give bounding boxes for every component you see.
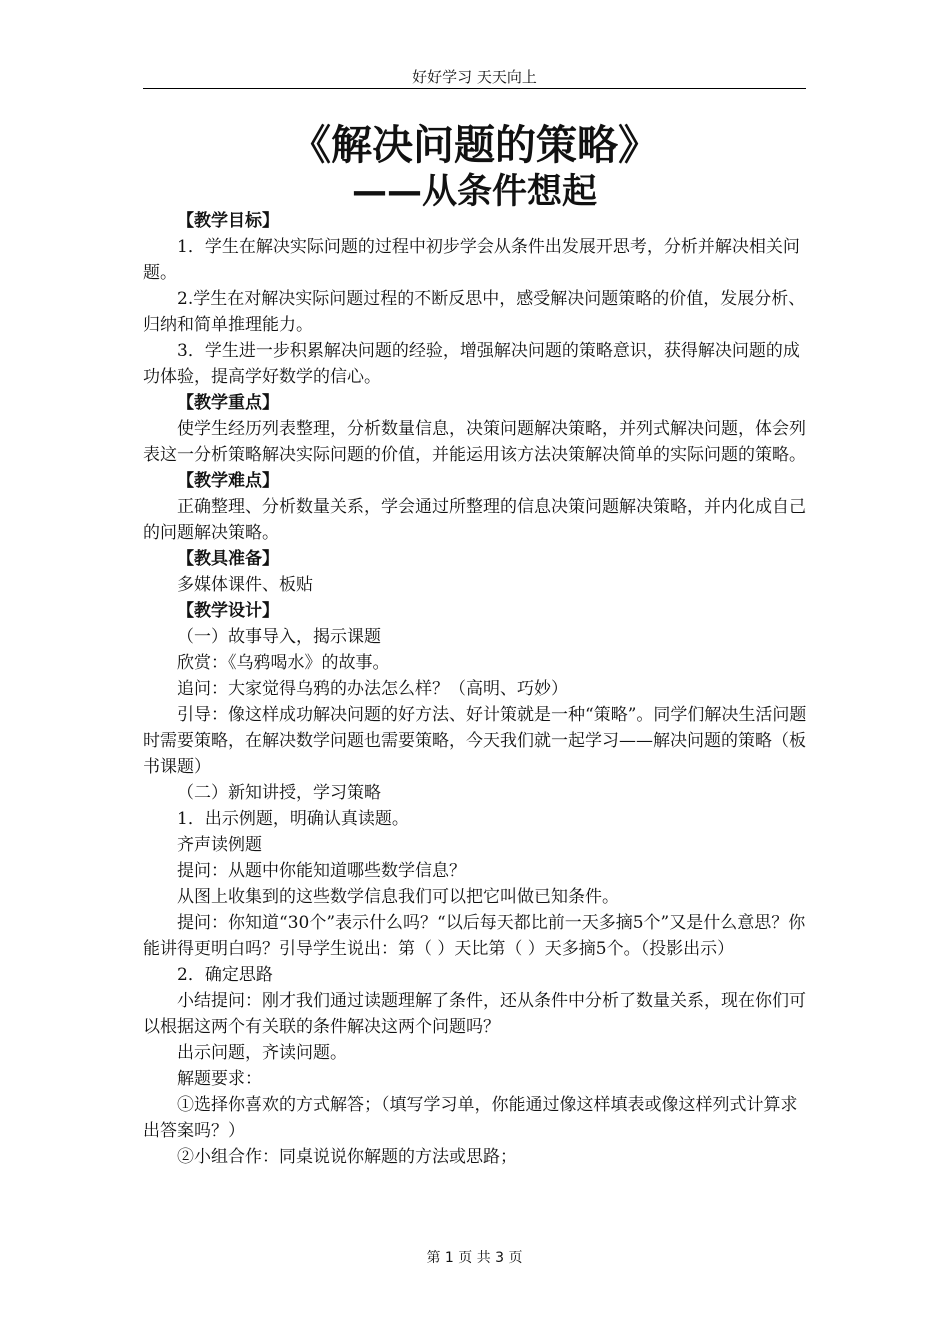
paragraph: 出示问题，齐读问题。 bbox=[177, 1043, 347, 1063]
page-header: 好好学习 天天向上 bbox=[412, 68, 537, 86]
paragraph: 3．学生进一步积累解决问题的经验，增强解决问题的策略意识，获得解决问题的成功体验，提高学好数学的信心。 bbox=[143, 341, 800, 387]
section-heading-materials: 【教具准备】 bbox=[177, 549, 279, 569]
document-body bbox=[143, 208, 808, 1170]
paragraph: 1．学生在解决实际问题的过程中初步学会从条件出发展开思考，分析并解决相关问题。 bbox=[143, 237, 800, 283]
paragraph: 从图上收集到的这些数学信息我们可以把它叫做已知条件。 bbox=[177, 887, 619, 907]
paragraph: 追问：大家觉得乌鸦的办法怎么样？（高明、巧妙） bbox=[177, 679, 568, 699]
document-title: 《解决问题的策略》 bbox=[290, 121, 659, 169]
paragraph: 小结提问：刚才我们通过读题理解了条件，还从条件中分析了数量关系，现在你们可以根据这两个有关联的条件解决这两个问题吗？ bbox=[143, 991, 806, 1037]
paragraph: （一）故事导入，揭示课题 bbox=[177, 627, 381, 647]
document-subtitle: ——从条件想起 bbox=[351, 172, 597, 212]
section-heading-objectives: 【教学目标】 bbox=[177, 211, 279, 231]
page-footer: 第 1 页 共 3 页 bbox=[426, 1250, 523, 1266]
paragraph: 引导：像这样成功解决问题的好方法、好计策就是一种“策略”。同学们解决生活问题时需要策略，在解决数学问题也需要策略，今天我们就一起学习——解决问题的策略（板书课题） bbox=[143, 705, 807, 777]
header-divider bbox=[143, 88, 806, 89]
paragraph: 提问：从题中你能知道哪些数学信息？ bbox=[177, 861, 466, 881]
paragraph: 1．出示例题，明确认真读题。 bbox=[177, 809, 409, 829]
section-heading-key-points: 【教学重点】 bbox=[177, 393, 279, 413]
paragraph: 2．确定思路 bbox=[177, 965, 273, 985]
paragraph: 正确整理、分析数量关系，学会通过所整理的信息决策问题解决策略，并内化成自己的问题解决策略。 bbox=[143, 497, 806, 543]
section-heading-design: 【教学设计】 bbox=[177, 601, 279, 621]
paragraph: 欣赏：《乌鸦喝水》的故事。 bbox=[177, 653, 390, 673]
paragraph: 2.学生在对解决实际问题过程的不断反思中，感受解决问题策略的价值，发展分析、归纳和简单推理能力。 bbox=[143, 289, 806, 335]
section-heading-difficulties: 【教学难点】 bbox=[177, 471, 279, 491]
paragraph: ①选择你喜欢的方式解答；（填写学习单，你能通过像这样填表或像这样列式计算求出答案吗？） bbox=[143, 1095, 798, 1141]
paragraph: 使学生经历列表整理，分析数量信息，决策问题解决策略，并列式解决问题，体会列表这一分析策略解决实际问题的价值，并能运用该方法决策解决简单的实际问题的策略。 bbox=[143, 419, 806, 465]
paragraph: 齐声读例题 bbox=[177, 835, 262, 855]
paragraph: （二）新知讲授，学习策略 bbox=[177, 783, 381, 803]
paragraph: ②小组合作：同桌说说你解题的方法或思路； bbox=[177, 1147, 517, 1167]
paragraph: 解题要求： bbox=[177, 1069, 262, 1089]
paragraph: 提问：你知道“30个”表示什么吗？“以后每天都比前一天多摘5个”又是什么意思？你能讲得更明白吗？引导学生说出：第（ ）天比第（ ）天多摘5个。（投影出示） bbox=[143, 913, 806, 959]
paragraph: 多媒体课件、板贴 bbox=[177, 575, 313, 595]
